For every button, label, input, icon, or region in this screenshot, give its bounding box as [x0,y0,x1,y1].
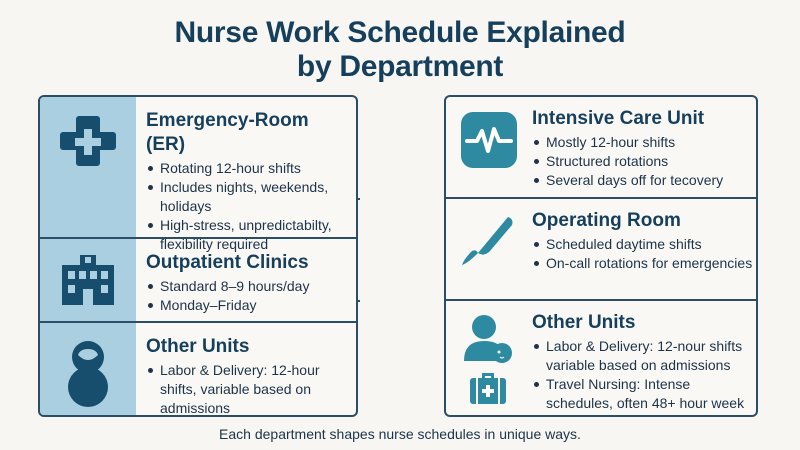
bullet-item: Monday–Friday [146,296,352,315]
section-title: Emergency-Room (ER) [146,110,309,155]
nurse-with-baby-icon [462,313,518,365]
section-other-units-right [446,301,756,415]
title-line-1: Nurse Work Schedule Explained [174,16,626,49]
section-other-units-left [40,323,356,415]
section-emergency-room [40,97,356,252]
medical-bag-icon [468,367,508,407]
bullet-item: Includes nights, weekends, holidays [146,178,352,216]
left-department-panel [38,95,358,417]
page-title [0,16,800,84]
bullet-item: Scheduled daytime shifts [532,235,754,254]
divider-tick [356,198,360,200]
bullet-item: Travel Nursing: Intense schedules, often 48+ hour week [532,375,758,413]
bullet-item: Labor & Delivery: 12-hour shifts, variable based on admissions [146,361,336,417]
heartbeat-monitor-icon [460,111,518,169]
bullet-item: Structured rotations [532,152,754,171]
bullet-item: Labor & Delivery: 12-nour shifts variable based on admissions [532,337,758,375]
bullet-item: Mostly 12-hour shifts [532,133,754,152]
bullet-item: Standard 8–9 hours/day [146,277,352,296]
medical-cross-icon [60,113,116,169]
bullet-item: On-call rotations for emergencies [532,254,754,273]
right-department-panel [444,95,758,417]
section-title: Other Units [532,312,636,333]
section-outpatient-clinics [40,239,356,323]
hospital-building-icon [60,253,116,309]
section-intensive-care-unit [446,97,756,199]
scalpel-icon [460,213,518,271]
section-title: Other Units [146,336,250,357]
bullet-item: Several days off for tecovery [532,171,754,190]
footer-caption: Each department shapes nurse schedules in unique ways. [219,426,581,442]
section-title: Intensive Care Unit [532,108,705,129]
bullet-item: High-stress, unpredictabilty, flexibility required [146,216,352,254]
title-line-2: by Department [296,50,504,83]
section-title: Outpatient Clinics [146,252,309,273]
section-operating-room [446,199,756,301]
person-icon [60,337,116,407]
bullet-item: Rotating 12-hour shifts [146,159,352,178]
section-title: Operating Room [532,210,681,231]
divider-tick [356,300,360,302]
